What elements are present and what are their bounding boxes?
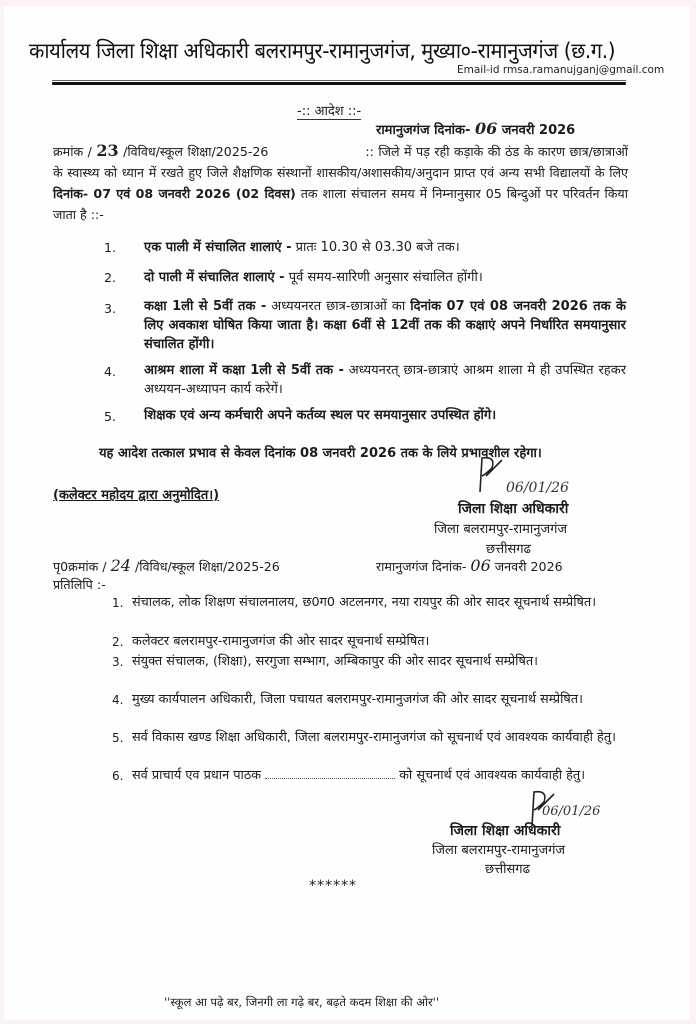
copy-4-number: 4. [112, 693, 124, 707]
order-number-suffix: /विविध/स्कूल शिक्षा/2025-26 [123, 144, 269, 159]
order-date-prefix: रामानुजगंज दिनांक- [376, 123, 471, 138]
order-heading: -:: आदेश ::- [297, 101, 361, 120]
copy-1-number: 1. [112, 596, 124, 610]
endorsement-date-prefix: रामानुजगंज दिनांक- [376, 559, 467, 574]
footer-motto: ''स्कूल आ पढ़े बर, जिनगी ला गढ़े बर, बढ़ते कदम शिक्षा की ओर'' [164, 995, 440, 1009]
point-2-number: 2. [104, 270, 117, 285]
point-1 [144, 238, 626, 257]
point-1-bold: एक पाली में संचालित शालाएं - [144, 240, 292, 255]
order-closing: यह आदेश तत्काल प्रभाव से केवल दिनांक 08 जनवरी 2026 तक के लिये प्रभावशील रहेगा। [99, 446, 542, 461]
copy-2: कलेक्टर बलरामपुर-रामानुजगंज की ओर सादर सूचनार्थ सम्प्रेषित। [132, 634, 430, 649]
copy-4: मुख्य कार्यपालन अधिकारी, जिला पचायत बलरामपुर-रामानुजगंज की ओर सादर सूचनार्थ सम्प्रेषित। [132, 692, 583, 707]
copy-label: प्रतिलिपि :- [53, 577, 106, 592]
letterhead-title: कार्यालय जिला शिक्षा अधिकारी बलरामपुर-रामानुजगंज, मुख्या०-रामानुजगंज (छ.ग.) [29, 39, 616, 64]
signature-1-district: जिला बलरामपुर-रामानुजगंज [434, 522, 568, 537]
order-intro-text-1: :: जिले में पड़ रही कड़ाके की ठंड के कारण छात्र/छात्राओं के स्वास्थ्य को ध्यान में रखते हुए जिले शैक्षणिक संस्थानों शासकीय/अशासकीय/अनुदान प्राप्त एवं अन्य सभी विद्यालयों के लिए [53, 144, 628, 180]
point-1-text: प्रातः 10.30 से 03.30 बजे तक। [295, 240, 460, 255]
copy-6 [132, 766, 622, 785]
approval-note: (कलेक्टर महोदय द्वारा अनुमोदित।) [53, 488, 220, 503]
point-5-number: 5. [104, 409, 117, 424]
copy-6-number: 6. [112, 769, 124, 783]
point-3-number: 3. [104, 301, 117, 316]
point-4-text: अध्ययनरत् छात्र-छात्राएं आश्रम शाला मे ही उपस्थित रहकर अध्ययन-अध्यापन कार्य करेगें। [144, 363, 627, 397]
signature-1 [472, 454, 510, 500]
copy-1: संचालक, लोक शिक्षण संचालनालय, छ0ग0 अटलनगर, नया रायपुर की ओर सादर सूचनार्थ सम्प्रेषित। [132, 595, 597, 610]
point-3 [144, 297, 626, 354]
signature-2-title: जिला शिक्षा अधिकारी [450, 823, 561, 839]
point-5-bold: शिक्षक एवं अन्य कर्मचारी अपने कर्तव्य स्थल पर समयानुसार उपस्थित होंगे। [144, 408, 497, 423]
header-rule-thin [52, 80, 626, 81]
copy-6-text-a: सर्व प्राचार्य एव प्रधान पाठक [132, 768, 262, 783]
endorsement-date [376, 555, 563, 577]
point-4 [144, 361, 626, 399]
endorsement-date-day: 06 [470, 556, 491, 575]
point-1-number: 1. [104, 240, 117, 255]
point-3-bold-2: दिनांक 07 एवं 08 जनवरी 2026 तक के लिए अवकाश घोषित किया जाता है। कक्षा 6वीं से 12वीं तक की कक्षाएं अपने निर्धारित समयानुसार संचालित होंगी। [144, 299, 627, 352]
endorsement-number-prefix: पृ0क्रमांक / [53, 559, 107, 574]
header-rule [52, 82, 626, 85]
end-marker: ****** [309, 878, 357, 894]
point-2 [144, 268, 626, 287]
signature-2-district: जिला बलरामपुर-रामानुजगंज [432, 843, 566, 858]
point-3-text: अध्ययनरत छात्र-छात्राओं का [271, 299, 406, 314]
order-number-prefix: क्रमांक / [53, 144, 92, 159]
order-date [376, 119, 575, 138]
point-4-number: 4. [104, 364, 117, 379]
signature-2-state: छत्तीसगढ [485, 862, 530, 877]
copy-6-text-b: को सूचनार्थ एवं आवश्यक कार्यवाही हेतु। [399, 768, 586, 783]
endorsement-number: 24 [110, 556, 131, 575]
document-page [4, 6, 690, 1020]
letterhead-email: Email-id rmsa.ramanujganj@gmail.com [457, 64, 665, 76]
copy-5: सर्व विकास खण्ड शिक्षा अधिकारी, जिला बलरामपुर-रामानुजगंज को सूचनार्थ एवं आवश्यक कार्यवाही हेतु। [132, 730, 616, 745]
signature-1-scribble [472, 454, 510, 496]
copy-3-number: 3. [112, 655, 124, 669]
blank-fill-line [265, 778, 395, 779]
order-intro [53, 140, 628, 225]
signature-1-title: जिला शिक्षा अधिकारी [458, 501, 569, 517]
signature-1-state: छत्तीसगढ [486, 542, 531, 557]
point-2-text: पूर्व समय-सारिणी अनुसार संचालित होंगी। [288, 270, 483, 285]
order-intro-bold: दिनांक- 07 एवं 08 जनवरी 2026 (02 दिवस) [53, 186, 296, 201]
copy-2-number: 2. [112, 635, 124, 649]
order-date-day: 06 [474, 119, 498, 138]
point-5 [144, 406, 626, 425]
order-date-rest: जनवरी 2026 [501, 123, 576, 138]
copy-5-number: 5. [112, 731, 124, 745]
signature-1-date: 06/01/26 [506, 480, 569, 496]
signature-2-date: 06/01/26 [542, 804, 601, 819]
endorsement-number-suffix: /विविध/स्कूल शिक्षा/2025-26 [134, 559, 280, 574]
copy-3: संयुक्त संचालक, (शिक्षा), सरगुजा सम्भाग, अम्बिकापुर की ओर सादर सूचनार्थ सम्प्रेषित। [132, 654, 539, 669]
point-4-bold: आश्रम शाला में कक्षा 1ली से 5वीं तक - [144, 363, 344, 378]
point-2-bold: दो पाली में संचालित शालाएं - [144, 270, 285, 285]
order-intro-text-2: तक शाला संचालन समय में निम्नानुसार 05 बिन्दुओं पर परिवर्तन किया जाता है ::- [53, 186, 628, 222]
order-number: 23 [96, 141, 119, 160]
endorsement-date-rest: जनवरी 2026 [494, 559, 563, 574]
point-3-bold: कक्षा 1ली से 5वीं तक - [144, 299, 267, 314]
